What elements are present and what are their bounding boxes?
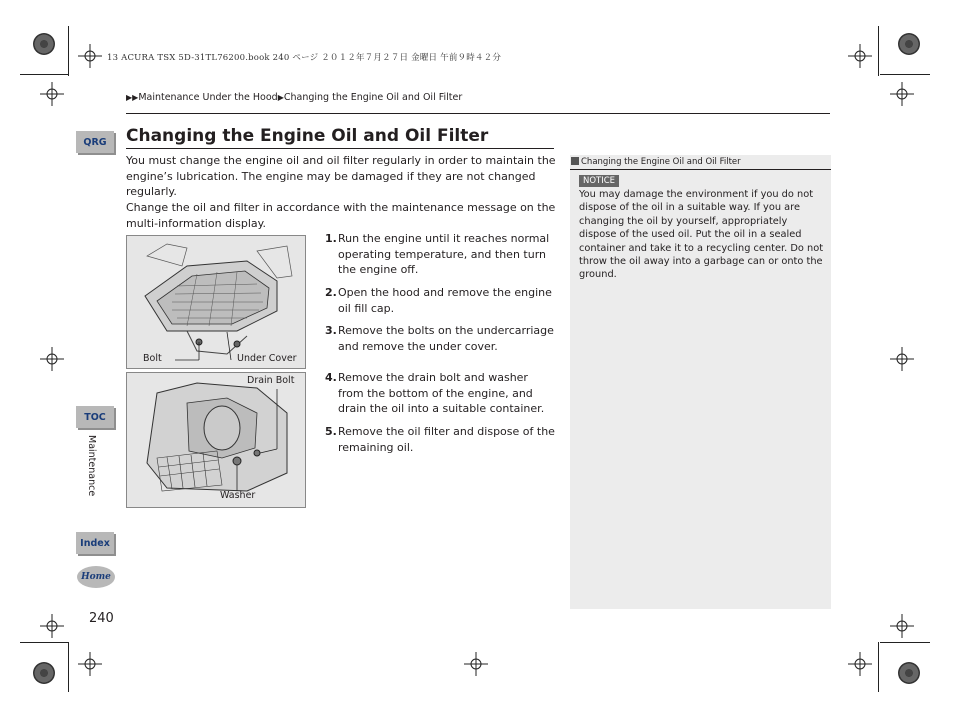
crosshair-icon [464,652,488,676]
under-cover-illustration [127,236,305,368]
step-item [325,424,557,455]
step-number: 1. [325,232,337,245]
step-item [325,323,557,354]
rosette-icon [33,33,55,55]
step-number: 5. [325,425,337,438]
step-text: Open the hood and remove the engine oil fill cap. [338,286,552,315]
breadcrumb-separator-icon: ▶ [277,93,284,102]
sidebar-note [570,155,831,609]
rosette-icon [898,662,920,684]
crosshair-icon [848,44,872,68]
page-title: Changing the Engine Oil and Oil Filter [126,126,554,149]
breadcrumb-level1[interactable]: Maintenance Under the Hood [138,92,278,103]
crosshair-icon [890,82,914,106]
step-item [325,231,557,278]
label-bolt: Bolt [143,353,162,364]
page-number: 240 [89,611,114,626]
notice-text: You may damage the environment if you do not dispose of the oil in a suitable way. If you are changing the oil by yourself, appropriately dispose of the used oil. Put the oil in a sealed container and take it to a recycling center. Do not throw the oil away into a garbage can or onto the ground. [579,189,824,281]
step-text: Remove the drain bolt and washer from the bottom of the engine, and drain the oil into a suitable container. [338,371,545,415]
crosshair-icon [40,82,64,106]
home-button[interactable]: Home [77,566,115,588]
breadcrumb-level2[interactable]: Changing the Engine Oil and Oil Filter [283,92,463,103]
under-cover-figure [126,235,306,369]
crosshair-icon [78,44,102,68]
breadcrumb [126,92,462,103]
crosshair-icon [890,614,914,638]
label-drain-bolt: Drain Bolt [247,375,295,386]
intro-paragraph: You must change the engine oil and oil filter regularly in order to maintain the engine’s lubrication. The engine may be damaged if they are not changed regularly. [126,154,556,198]
section-label: Maintenance [86,435,97,497]
index-button[interactable]: Index [76,532,114,554]
rosette-icon [33,662,55,684]
step-item [325,370,557,417]
notice-badge: NOTICE [579,175,619,187]
maintenance-paragraph: Change the oil and filter in accordance with the maintenance message on the multi-information display. [126,201,556,230]
qrg-button[interactable]: QRG [76,131,114,153]
rosette-icon [898,33,920,55]
drain-bolt-illustration [127,373,305,507]
note-icon [571,157,579,165]
drain-bolt-figure [126,372,306,508]
note-heading [570,155,831,170]
step-text: Remove the oil filter and dispose of the remaining oil. [338,425,555,454]
crosshair-icon [40,347,64,371]
step-item [325,285,557,316]
step-number: 3. [325,324,337,337]
label-washer: Washer [220,490,256,501]
crosshair-icon [40,614,64,638]
toc-button[interactable]: TOC [76,406,114,428]
crosshair-icon [848,652,872,676]
breadcrumb-arrow-icon: ▶▶ [126,93,139,102]
step-number: 2. [325,286,337,299]
label-under-cover: Under Cover [237,353,297,364]
step-text: Remove the bolts on the undercarriage and remove the under cover. [338,324,554,353]
step-number: 4. [325,371,337,384]
header-divider [126,113,830,114]
step-text: Run the engine until it reaches normal operating temperature, and then turn the engine off. [338,232,550,276]
crosshair-icon [890,347,914,371]
print-file-header: 13 ACURA TSX 5D-31TL76200.book 240 ページ ２０１２年７月２７日 金曜日 午前９時４２分 [107,53,502,63]
note-heading-text: Changing the Engine Oil and Oil Filter [581,157,741,167]
crosshair-icon [78,652,102,676]
